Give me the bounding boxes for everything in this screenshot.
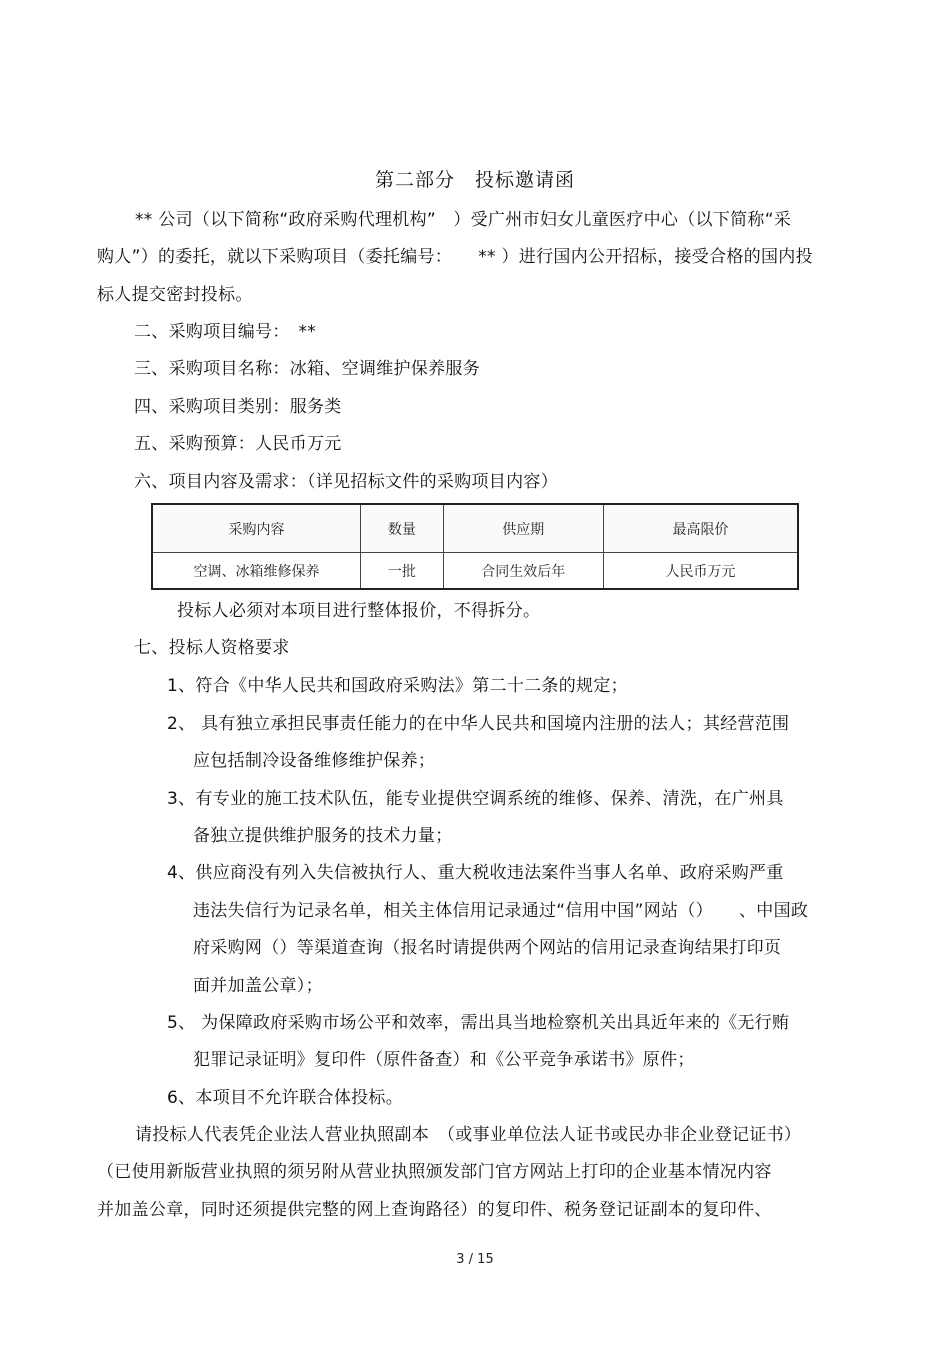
qualification-line: 1、符合《中华人民共和国政府采购法》第二十二条的规定；: [167, 676, 628, 696]
closing-line-1: 请投标人代表凭企业法人营业执照副本 （或事业单位法人证书或民办非企业登记证书）: [135, 1125, 802, 1145]
procurement-table: [151, 503, 799, 590]
table-header-row: [152, 504, 798, 553]
table-cell: 人民币万元: [603, 553, 798, 590]
table-row: [152, 553, 798, 590]
qualification-line: 6、本项目不允许联合体投标。: [167, 1088, 404, 1108]
table-cell: 空调、冰箱维修保养: [152, 553, 361, 590]
closing-line-2: （已使用新版营业执照的须另附从营业执照颁发部门官方网站上打印的企业基本情况内容: [97, 1162, 772, 1182]
table-note: 投标人必须对本项目进行整体报价，不得拆分。: [177, 601, 541, 621]
table-cell: 合同生效后年: [443, 553, 603, 590]
table-header-cell: 数量: [361, 504, 444, 553]
qualification-line: 府采购网（）等渠道查询（报名时请提供两个网站的信用记录查询结果打印页: [193, 938, 782, 958]
item-project-category: 四、采购项目类别：服务类: [134, 397, 342, 417]
qualification-line: 备独立提供维护服务的技术力量；: [193, 826, 453, 846]
qualification-line: 3、有专业的施工技术队伍，能专业提供空调系统的维修、保养、清洗，在广州具: [167, 789, 784, 809]
closing-line-3: 并加盖公章，同时还须提供完整的网上查询路径）的复印件、税务登记证副本的复印件、: [97, 1200, 772, 1220]
qualification-line: 面并加盖公章）；: [193, 976, 323, 996]
item-content-heading: 六、项目内容及需求：（详见招标文件的采购项目内容）: [134, 472, 558, 492]
qualification-line: 5、 为保障政府采购市场公平和效率，需出具当地检察机关出具近年来的《无行贿: [167, 1013, 790, 1033]
item-project-no: 二、采购项目编号： **: [134, 322, 317, 342]
table-cell: 一批: [361, 553, 444, 590]
intro-line-3: 标人提交密封投标。: [97, 285, 253, 305]
section-title: 第二部分 投标邀请函: [374, 169, 575, 191]
qualification-line: 4、供应商没有列入失信被执行人、重大税收违法案件当事人名单、政府采购严重: [167, 863, 784, 883]
table-header-cell: 供应期: [443, 504, 603, 553]
qualification-line: 2、 具有独立承担民事责任能力的在中华人民共和国境内注册的法人；其经营范围: [167, 714, 790, 734]
item-budget: 五、采购预算：人民币万元: [134, 434, 342, 454]
qualification-line: 应包括制冷设备维修维护保养；: [193, 751, 436, 771]
table-header-cell: 最高限价: [603, 504, 798, 553]
intro-line-1: ** 公司（以下简称“政府采购代理机构” ）受广州市妇女儿童医疗中心（以下简称“采: [135, 210, 792, 230]
intro-line-2: 购人”）的委托，就以下采购项目（委托编号： ** ）进行国内公开招标，接受合格的国内投: [97, 247, 813, 267]
table-header-cell: 采购内容: [152, 504, 361, 553]
page-number: 3 / 15: [456, 1252, 494, 1267]
qualification-heading: 七、投标人资格要求: [134, 638, 290, 658]
qualification-line: 犯罪记录证明》复印件（原件备查）和《公平竞争承诺书》原件；: [193, 1050, 695, 1070]
qualification-line: 违法失信行为记录名单，相关主体信用记录通过“信用中国”网站（） 、中国政: [193, 901, 809, 921]
item-project-name: 三、采购项目名称：冰箱、空调维护保养服务: [134, 359, 480, 379]
